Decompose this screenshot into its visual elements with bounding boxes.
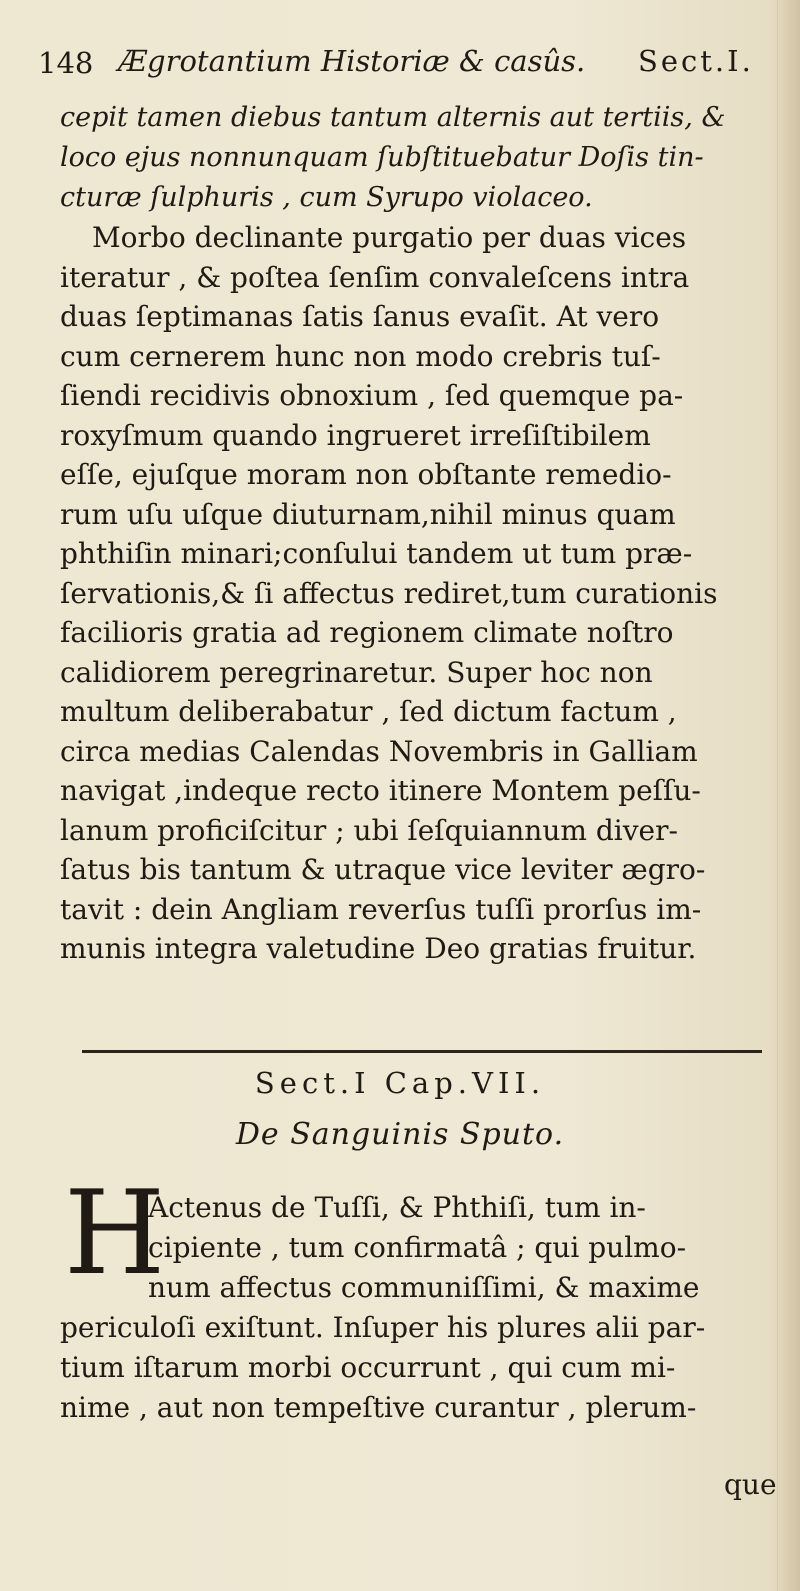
chapter-title: De Sanguinis Sputo. <box>235 1117 565 1152</box>
text-line: facilioris gratia ad regionem climate noſtro <box>60 616 674 649</box>
text-line: Morbo declinante purgatio per duas vices <box>92 221 687 254</box>
drop-cap: H <box>64 1166 166 1301</box>
running-section: Sect.I. <box>638 44 754 78</box>
text-line: lanum proficiſcitur ; ubi ſeſquiannum diver- <box>60 813 678 847</box>
text-line: calidiorem peregrinaretur. Super hoc non <box>60 655 653 689</box>
text-line: num affectus communiſſimi, & maxime <box>148 1271 700 1304</box>
paragraph-2 <box>60 1188 780 1428</box>
text-line: periculoſi exiſtunt. Inſuper his plures alii par- <box>60 1311 706 1344</box>
text-line: roxyſmum quando ingrueret irreſiſtibilem <box>60 418 651 452</box>
running-head <box>38 42 778 88</box>
text-line: rum uſu uſque diuturnam,nihil minus quam <box>60 497 676 531</box>
running-title: Ægrotantium Historiæ & casûs. <box>118 44 586 78</box>
text-line: tavit : dein Angliam reverſus tuſſi prorſus im- <box>60 892 702 926</box>
text-line: loco ejus nonnunquam ſubſtituebatur Doſis tin- <box>60 142 704 173</box>
text-line: cepit tamen diebus tantum alternis aut tertiis, & <box>60 102 726 133</box>
page-number: 148 <box>38 46 94 80</box>
page-edge <box>777 0 800 1591</box>
text-line: tium iſtarum morbi occurrunt , qui cum mi- <box>60 1351 676 1384</box>
text-line: cum cernerem hunc non modo crebris tuſ- <box>60 339 661 373</box>
text-line: circa medias Calendas Novembris in Galliam <box>60 734 698 768</box>
text-line: phthiſin minari;conſului tandem ut tum præ- <box>60 537 693 570</box>
text-line: ſatus bis tantum & utraque vice leviter ægro- <box>60 853 706 886</box>
text-line: ſervationis,& ſi affectus rediret,tum curationis <box>60 576 718 610</box>
text-line: multum deliberabatur , ſed dictum factum , <box>60 695 677 728</box>
text-line: Actenus de Tuſſi, & Phthiſi, tum in- <box>148 1191 646 1224</box>
text-line: eſſe, ejuſque moram non obſtante remedio- <box>60 458 672 491</box>
paragraph-1 <box>60 218 760 969</box>
text-line: cturæ ſulphuris , cum Syrupo violaceo. <box>60 182 593 213</box>
italic-text-block <box>60 98 760 218</box>
text-line: duas ſeptimanas ſatis ſanus evaſit. At vero <box>60 300 660 333</box>
text-line: ſiendi recidivis obnoxium , ſed quemque pa- <box>60 379 684 412</box>
text-line: cipiente , tum confirmatâ ; qui pulmo- <box>148 1231 687 1264</box>
text-line: iteratur , & poſtea ſenſim convaleſcens intra <box>60 260 690 294</box>
section-heading: Sect.I Cap.VII. <box>254 1066 546 1100</box>
text-line: munis integra valetudine Deo gratias fruitur. <box>60 932 697 965</box>
catchword: que <box>724 1468 777 1501</box>
text-line: nime , aut non tempeſtive curantur , plerum- <box>60 1391 697 1424</box>
divider-rule <box>82 1050 762 1053</box>
text-line: navigat ,indeque recto itinere Montem peſſu- <box>60 774 701 807</box>
